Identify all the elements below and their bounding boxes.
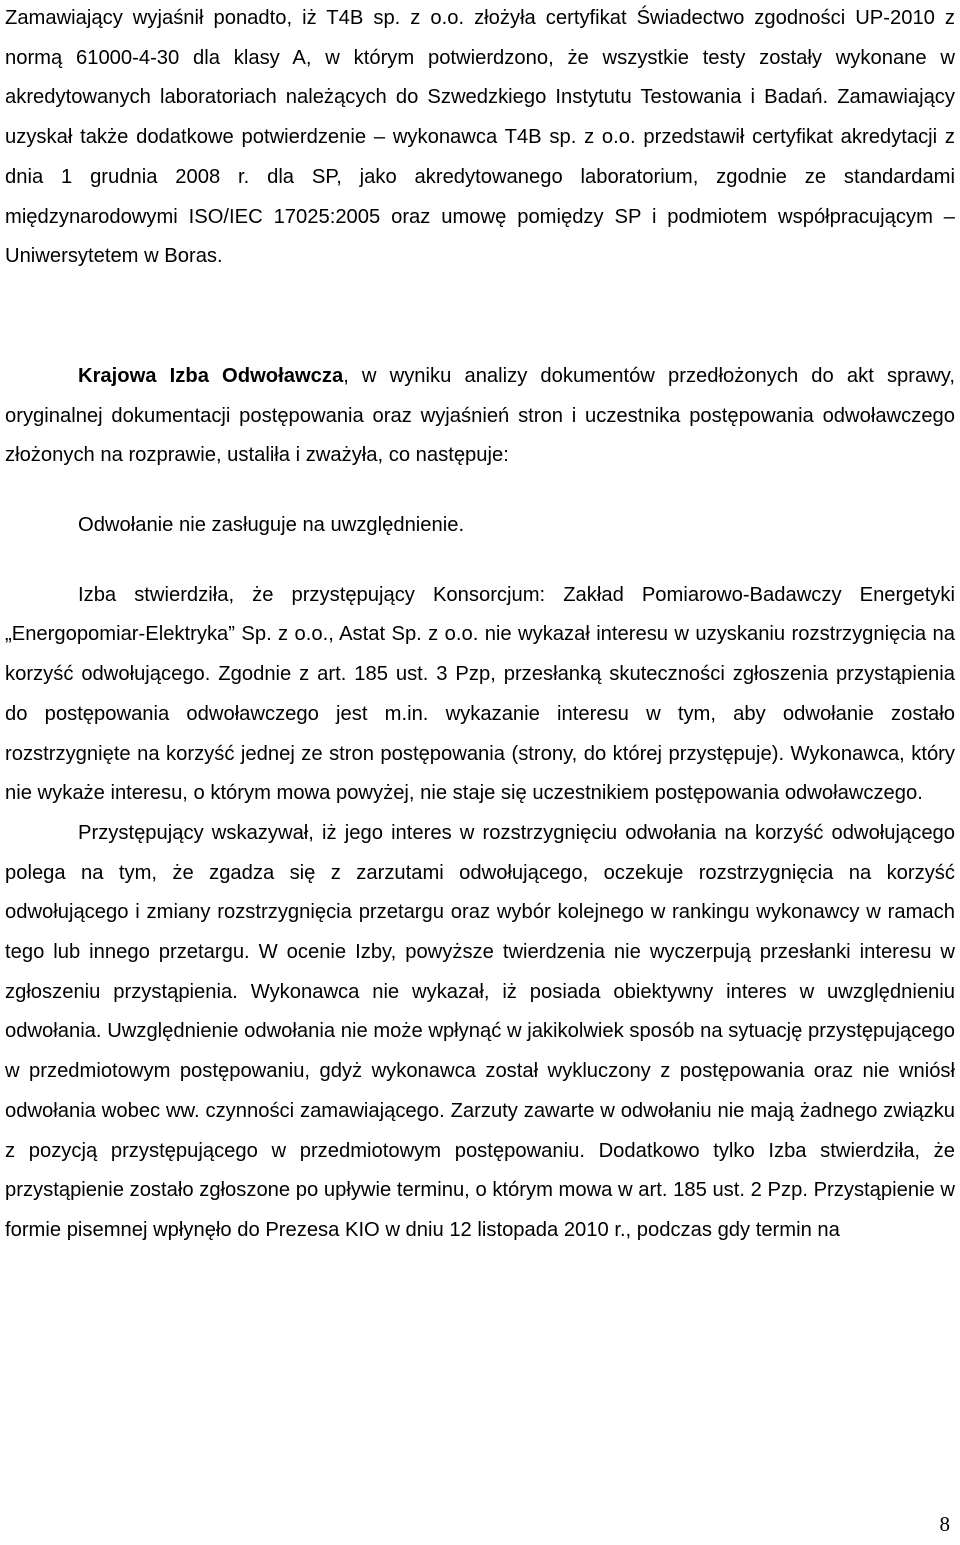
paragraph-chamber-findings: [5, 357, 955, 476]
paragraph-intervener-interest: Izba stwierdziła, że przystępujący Konsorcjum: Zakład Pomiarowo-Badawczy Energetyki „Energopomiar-Elektryka” Sp. z o.o., Astat Sp. z o.o. nie wykazał interesu w uzyskaniu rozstrzygnięcia na korzyść odwołującego. Zgodnie z art. 185 ust. 3 Pzp, przesłanką skuteczności zgłoszenia przystąpienia do postępowania odwoławczego jest m.in. wykazanie interesu w tym, aby odwołanie zostało rozstrzygnięte na korzyść jednej ze stron postępowania (strony, do której przystępuje). Wykonawca, który nie wykaże interesu, o którym mowa powyżej, nie staje się uczestnikiem postępowania odwoławczego.: [5, 583, 955, 805]
chamber-findings-text: , w wyniku analizy dokumentów przedłożonych do akt sprawy, oryginalnej dokumentacji postępowania oraz wyjaśnień stron i uczestnika postępowania odwoławczego złożonych na rozprawie, ustaliła i zważyła, co następuje:: [5, 364, 955, 467]
document-page: [5, 0, 955, 1251]
chamber-name: Krajowa Izba Odwoławcza: [78, 364, 344, 387]
paragraph-ruling: Odwołanie nie zasługuje na uwzględnienie.: [78, 514, 465, 537]
paragraph-certificate-explanation: Zamawiający wyjaśnił ponadto, iż T4B sp. z o.o. złożyła certyfikat Świadectwo zgodności UP-2010 z normą 61000-4-30 dla klasy A, w którym potwierdzono, że wszystkie testy zostały wykonane w akredytowanych laboratoriach należących do Szwedzkiego Instytutu Testowania i Badań. Zamawiający uzyskał także dodatkowe potwierdzenie – wykonawca T4B sp. z o.o. przedstawił certyfikat akredytacji z dnia 1 grudnia 2008 r. dla SP, jako akredytowanego laboratorium, zgodnie ze standardami międzynarodowymi ISO/IEC 17025:2005 oraz umowę pomiędzy SP i podmiotem współpracującym – Uniwersytetem w Boras.: [5, 7, 955, 268]
paragraph-intervener-argument: Przystępujący wskazywał, iż jego interes w rozstrzygnięciu odwołania na korzyść odwołującego polega na tym, że zgadza się z zarzutami odwołującego, oczekuje rozstrzygnięcia na korzyść odwołującego i zmiany rozstrzygnięcia przetargu oraz wybór kolejnego w rankingu wykonawcy w ramach tego lub innego przetargu. W ocenie Izby, powyższe twierdzenia nie wyczerpują przesłanki interesu w zgłoszeniu przystąpienia. Wykonawca nie wykazał, iż posiada obiektywny interes w uwzględnieniu odwołania. Uwzględnienie odwołania nie może wpłynąć w jakikolwiek sposób na sytuację przystępującego w przedmiotowym postępowaniu, gdyż wykonawca został wykluczony z postępowania oraz nie wniósł odwołania wobec ww. czynności zamawiającego. Zarzuty zawarte w odwołaniu nie mają żadnego związku z pozycją przystępującego w przedmiotowym postępowaniu. Dodatkowo tylko Izba stwierdziła, że przystąpienie zostało zgłoszone po upływie terminu, o którym mowa w art. 185 ust. 2 Pzp. Przystąpienie w formie pisemnej wpłynęło do Prezesa KIO w dniu 12 listopada 2010 r., podczas gdy termin na: [5, 821, 955, 1241]
page-number: 8: [939, 1512, 950, 1536]
